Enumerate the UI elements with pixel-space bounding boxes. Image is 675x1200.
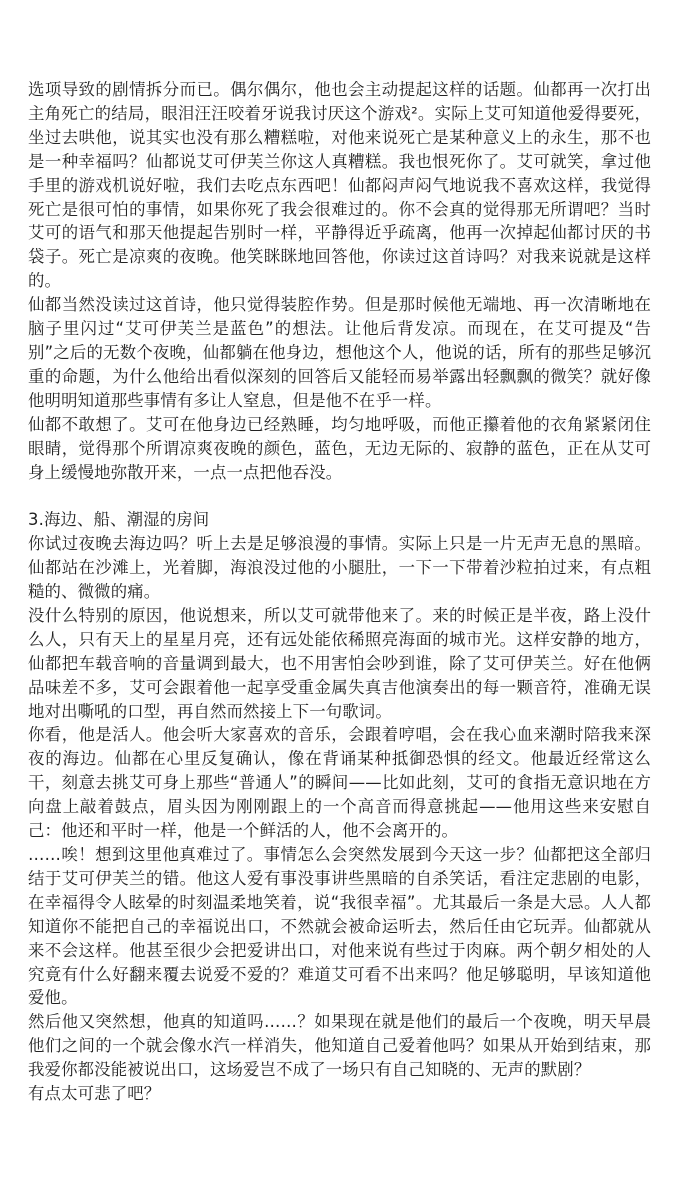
paragraph: 然后他又突然想，他真的知道吗……？如果现在就是他们的最后一个夜晚，明天早晨他们之间的一个就会像水汽一样消失，他知道自己爱着他吗？如果从开始到结束，那我爱你都没能被说出口，这场爱岂不成了一场只有自己知晓的、无声的默剧？ xyxy=(28,1012,651,1080)
paragraph: 你试过夜晚去海边吗？听上去是足够浪漫的事情。实际上只是一片无声无息的黑暗。仙都站在沙滩上，光着脚，海浪没过他的小腿肚，一下一下带着沙粒拍过来，有点粗糙的、微微的痛。 xyxy=(28,534,651,602)
paragraph: 选项导致的剧情拆分而已。偶尔偶尔，他也会主动提起这样的话题。仙都再一次打出主角死亡的结局，眼泪汪汪咬着牙说我讨厌这个游戏²。实际上艾可知道他爱得要死，坐过去哄他，说其实也没有那么糟糕啦，对他来说死亡是某种意义上的永生，那不也是一种幸福吗？仙都说艾可伊芙兰你这人真糟糕。我也恨死你了。艾可就笑，拿过他手里的游戏机说好啦，我们去吃点东西吧！仙都闷声闷气地说我不喜欢这样，我觉得死亡是很可怕的事情，如果你死了我会很难过的。你不会真的觉得那无所谓吧？当时艾可的语气和那天他提起告别时一样，平静得近乎疏离，他再一次掉起仙都讨厌的书袋子。死亡是凉爽的夜晚。他笑眯眯地回答他，你读过这首诗吗？对我来说就是这样的。 xyxy=(28,80,651,291)
paragraph: ……唉！想到这里他真难过了。事情怎么会突然发展到今天这一步？仙都把这全部归结于艾可伊芙兰的错。他这人爱有事没事讲些黑暗的自杀笑话，看注定悲剧的电影，在幸福得令人眩晕的时刻温柔地笑着，说“我很幸福”。尤其最后一条是大忌。人人都知道你不能把自己的幸福说出口，不然就会被命运听去，然后任由它玩弄。仙都就从来不会这样。他甚至很少会把爱讲出口，对他来说有些过于肉麻。两个朝夕相处的人究竟有什么好翻来覆去说爱不爱的？难道艾可看不出来吗？他足够聪明，早该知道他爱他。 xyxy=(28,844,651,1008)
section-heading: 3.海边、船、潮湿的房间 xyxy=(28,510,210,530)
paragraph: 仙都不敢想了。艾可在他身边已经熟睡，均匀地呼吸，而他正攥着他的衣角紧紧闭住眼睛，觉得那个所谓凉爽夜晚的颜色，蓝色，无边无际的、寂静的蓝色，正在从艾可身上缓慢地弥散开来，一点一点把他吞没。 xyxy=(28,414,651,482)
document-body xyxy=(28,78,651,1106)
paragraph: 没什么特别的原因，他说想来，所以艾可就带他来了。来的时候正是半夜，路上没什么人，只有天上的星星月亮，还有远处能依稀照亮海面的城市光。这样安静的地方，仙都把车载音响的音量调到最大，也不用害怕会吵到谁，除了艾可伊芙兰。好在他俩品味差不多，艾可会跟着他一起享受重金属失真吉他演奏出的每一颗音符，准确无误地对出嘶吼的口型，再自然而然接上下一句歌词。 xyxy=(28,605,651,721)
paragraph: 有点太可悲了吧？ xyxy=(28,1084,161,1104)
section-spacer xyxy=(28,484,651,508)
paragraph: 仙都当然没读过这首诗，他只觉得装腔作势。但是那时候他无端地、再一次清晰地在脑子里闪过“艾可伊芙兰是蓝色”的想法。让他后背发凉。而现在，在艾可提及“告别”之后的无数个夜晚，仙都躺在他身边，想他这个人，他说的话，所有的那些足够沉重的命题，为什么他给出看似深刻的回答后又能轻而易举露出轻飘飘的微笑？就好像他明明知道那些事情有多让人窒息，但是他不在乎一样。 xyxy=(28,295,651,410)
paragraph: 你看，他是活人。他会听大家喜欢的音乐，会跟着哼唱，会在我心血来潮时陪我来深夜的海边。仙都在心里反复确认，像在背诵某种抵御恐惧的经文。他最近经常这么干，刻意去挑艾可身上那些“普通人”的瞬间——比如此刻，艾可的食指无意识地在方向盘上敲着鼓点，眉头因为刚刚跟上的一个高音而得意挑起——他用这些来安慰自己：他还和平时一样，他是一个鲜活的人，他不会离开的。 xyxy=(28,725,651,841)
